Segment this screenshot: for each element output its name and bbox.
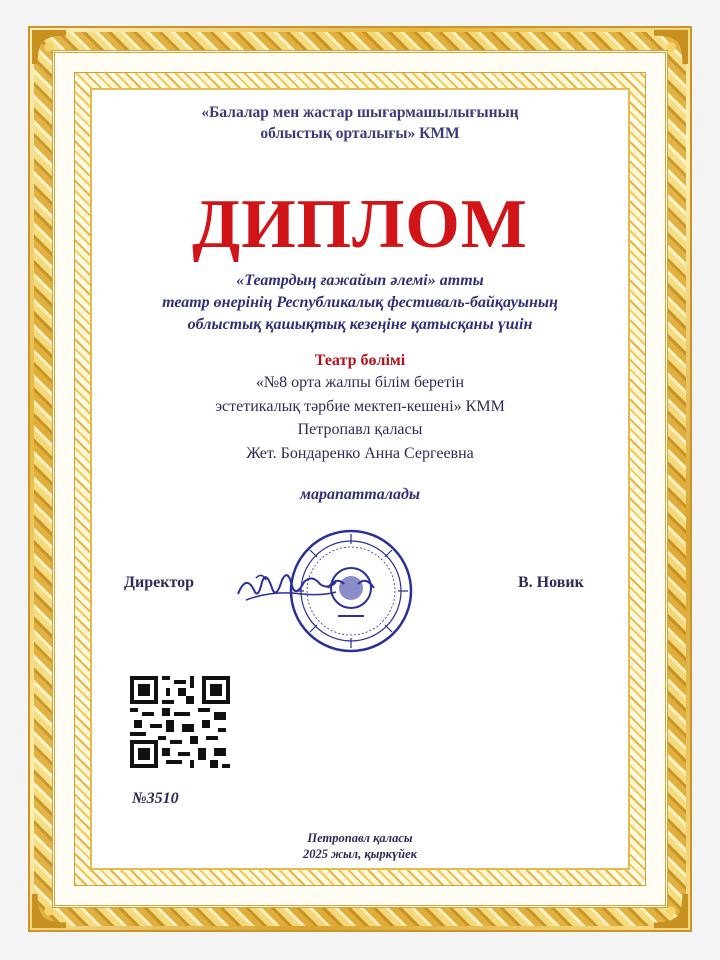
event-line: театр өнерінің Республикалық фестиваль-байқауының: [162, 294, 558, 311]
event-line: облыстық қашықтық кезеңіне қатысқаны үшін: [187, 316, 533, 333]
organization-line: «Балалар мен жастар шығармашылығының: [201, 104, 519, 121]
director-label: Директор: [124, 574, 194, 591]
section-name: Театр бөлімі: [314, 352, 406, 369]
awarded-text: марапатталады: [300, 486, 420, 503]
official-seal-icon: [288, 528, 414, 654]
corner-ornament-icon: [30, 892, 68, 930]
footer-place: Петропавл қаласы: [307, 831, 413, 845]
diploma-number: №3510: [132, 790, 179, 807]
footer-date: 2025 жыл, қыркүйек: [302, 847, 418, 861]
city-line: Петропавл қаласы: [297, 421, 423, 438]
event-description: [90, 270, 630, 336]
organization-line: облыстық орталығы» КММ: [260, 125, 460, 142]
recipient-block: [90, 371, 630, 465]
school-line: «№8 орта жалпы білім беретін: [255, 374, 465, 391]
qr-code-icon: [130, 676, 230, 768]
organization-name: [90, 102, 630, 144]
diploma-title: ДИПЛОМ: [192, 186, 528, 263]
school-line: эстетикалық тәрбие мектеп-кешені» КММ: [215, 397, 505, 415]
corner-ornament-icon: [30, 28, 68, 66]
director-name: В. Новик: [518, 574, 584, 591]
recipient-name: Жет. Бондаренко Анна Сергеевна: [246, 444, 474, 462]
corner-ornament-icon: [652, 892, 690, 930]
corner-ornament-icon: [652, 28, 690, 66]
event-line: «Театрдың ғажайып әлемі» атты: [236, 272, 484, 289]
footer: [90, 830, 630, 862]
